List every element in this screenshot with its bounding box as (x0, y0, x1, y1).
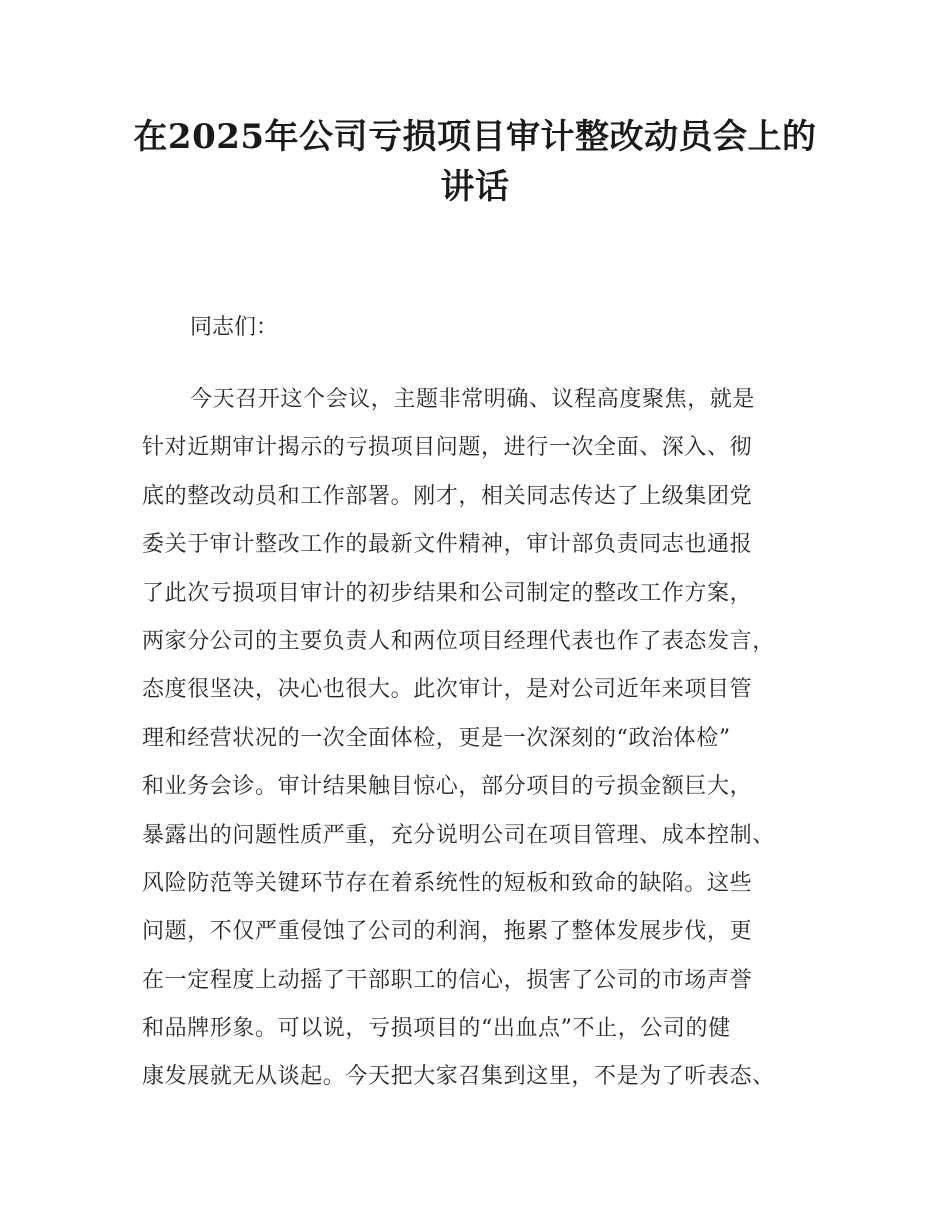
document-title (0, 112, 950, 212)
paragraph-line: 委关于审计整改工作的最新文件精神，审计部负责同志也通报 (142, 532, 753, 558)
paragraph-line: 理和经营状况的一次全面体检，更是一次深刻的“政治体检” (142, 725, 731, 751)
paragraph-line: 今天召开这个会议，主题非常明确、议程高度聚焦，就是 (190, 387, 756, 412)
body-paragraph (142, 376, 826, 1102)
paragraph-line: 问题，不仅严重侵蚀了公司的利润，拖累了整体发展步伐，更 (142, 919, 753, 945)
title-line-2: 讲话 (440, 167, 510, 207)
paragraph-line: 在一定程度上动摇了干部职工的信心，损害了公司的市场声誉 (142, 967, 753, 993)
paragraph-line: 态度很坚决，决心也很大。此次审计，是对公司近年来项目管 (142, 677, 753, 703)
title-line-1: 在2025年公司亏损项目审计整改动员会上的 (133, 117, 817, 157)
document-body (142, 304, 826, 1102)
paragraph-line: 和品牌形象。可以说，亏损项目的“出血点”不止，公司的健 (142, 1016, 731, 1042)
salutation: 同志们： (190, 315, 279, 340)
paragraph-line: 底的整改动员和工作部署。刚才，相关同志传达了上级集团党 (142, 483, 753, 509)
paragraph-line: 康发展就无从谈起。今天把大家召集到这里，不是为了听表态、 (142, 1064, 775, 1090)
paragraph-line: 了此次亏损项目审计的初步结果和公司制定的整改工作方案， (142, 580, 753, 606)
paragraph-line: 和业务会诊。审计结果触目惊心，部分项目的亏损金额巨大， (142, 774, 753, 800)
paragraph-line: 两家分公司的主要负责人和两位项目经理代表也作了表态发言， (142, 628, 775, 654)
paragraph-line: 暴露出的问题性质严重，充分说明公司在项目管理、成本控制、 (142, 822, 775, 848)
paragraph-line: 针对近期审计揭示的亏损项目问题，进行一次全面、深入、彻 (142, 435, 753, 461)
paragraph-line: 风险防范等关键环节存在着系统性的短板和致命的缺陷。这些 (142, 870, 753, 896)
